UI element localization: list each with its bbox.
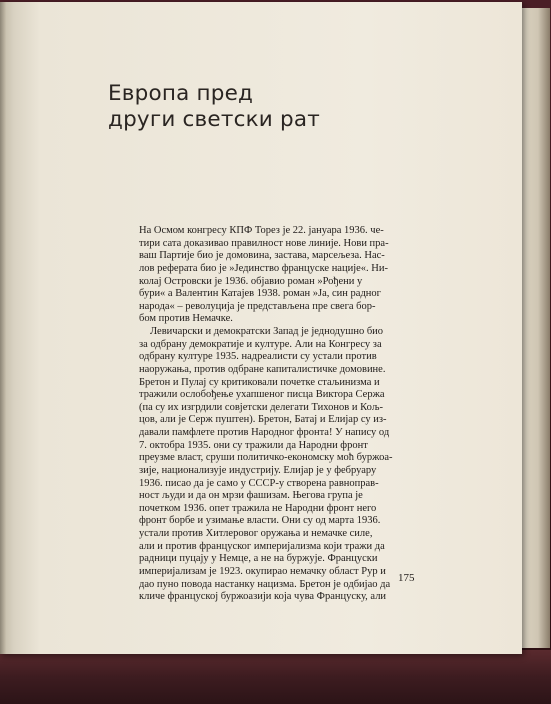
text-line: тири сата доказивао правилност нове линије. Нови пра- — [139, 237, 389, 249]
text-line: кличе француској буржоазији која чува Француску, али — [139, 591, 387, 603]
text-line: али и против француског империјализма који тражи да — [139, 540, 385, 552]
text-line: дао пуно повода настанку нацизма. Бретон је одбијао да — [139, 578, 391, 590]
text-line: Левичарски и демократски Запад је једнодушно био — [150, 326, 384, 337]
text-line: тражили ослобођење ухапшеног писца Виктора Сержа — [139, 389, 385, 401]
chapter-title — [108, 81, 408, 133]
text-line: (па су их изгрдили совјетски делегати Тихонов и Кољ- — [139, 401, 383, 413]
text-line: лов реферата био је »Јединство француске нације«. Ни- — [139, 262, 388, 274]
text-line: народа« – револуција је представљена пре свега бор- — [139, 300, 376, 312]
page-number: 175 — [398, 572, 415, 584]
text-line: давали памфлете против Народног фронта! У напису од — [139, 427, 390, 438]
text-line: одбрану културе 1935. надреалисти су устали против — [139, 351, 377, 363]
text-line: На Осмом конгресу КПФ Торез је 22. јануара 1936. че- — [139, 225, 384, 236]
text-line: бури« а Валентин Катајев 1938. роман »Ја, син радног — [139, 288, 381, 300]
text-line: радници пуцају у Немце, а не на буржује. Француски — [139, 553, 378, 565]
text-line: 7. октобра 1935. они су тражили да Народни фронт — [139, 439, 368, 451]
text-line: империјализам је 1923. окупирао немачку област Рур и — [139, 565, 386, 577]
text-line: фронт борбе и узимање власти. Они су од марта 1936. — [139, 515, 381, 527]
page-gutter — [0, 2, 6, 654]
text-line: за одбрану демократије и културе. Али на Конгресу за — [139, 338, 382, 350]
text-line: ност људи и да он мрзи фашизам. Његова група је — [139, 490, 363, 502]
text-line: 1936. писао да је само у СССР-у створена равноправ- — [139, 477, 379, 489]
text-line: устали против Хитлеровог оружања и немачке силе, — [139, 528, 373, 539]
text-line: преузме власт, сруши политичко-економску моћ буржоа- — [139, 452, 393, 464]
book-page — [0, 2, 522, 654]
text-line: ваш Партије био је домовина, застава, марсељеза. Нас- — [139, 250, 385, 262]
text-line: бом против Немачке. — [139, 313, 233, 325]
book-bottom-edge — [0, 650, 551, 704]
chapter-title-line: други светски рат — [108, 107, 320, 132]
text-line: Бретон и Пулај су критиковали почетке стаљинизма и — [139, 376, 380, 388]
chapter-title-line: Европа пред — [108, 81, 254, 106]
body-text — [139, 225, 419, 604]
text-line: колај Островски је 1936. објавио роман »Рођени у — [139, 275, 363, 287]
text-line: наоружања, против одбране капиталистичке домовине. — [139, 363, 386, 375]
text-line: цов, али је Серж пуштен). Бретон, Батај и Елијар су из- — [139, 414, 387, 426]
text-line: почетком 1936. опет тражила не Народни фронт него — [139, 502, 377, 514]
text-line: зије, национализује индустрију. Елијар је у фебруару — [139, 464, 377, 476]
